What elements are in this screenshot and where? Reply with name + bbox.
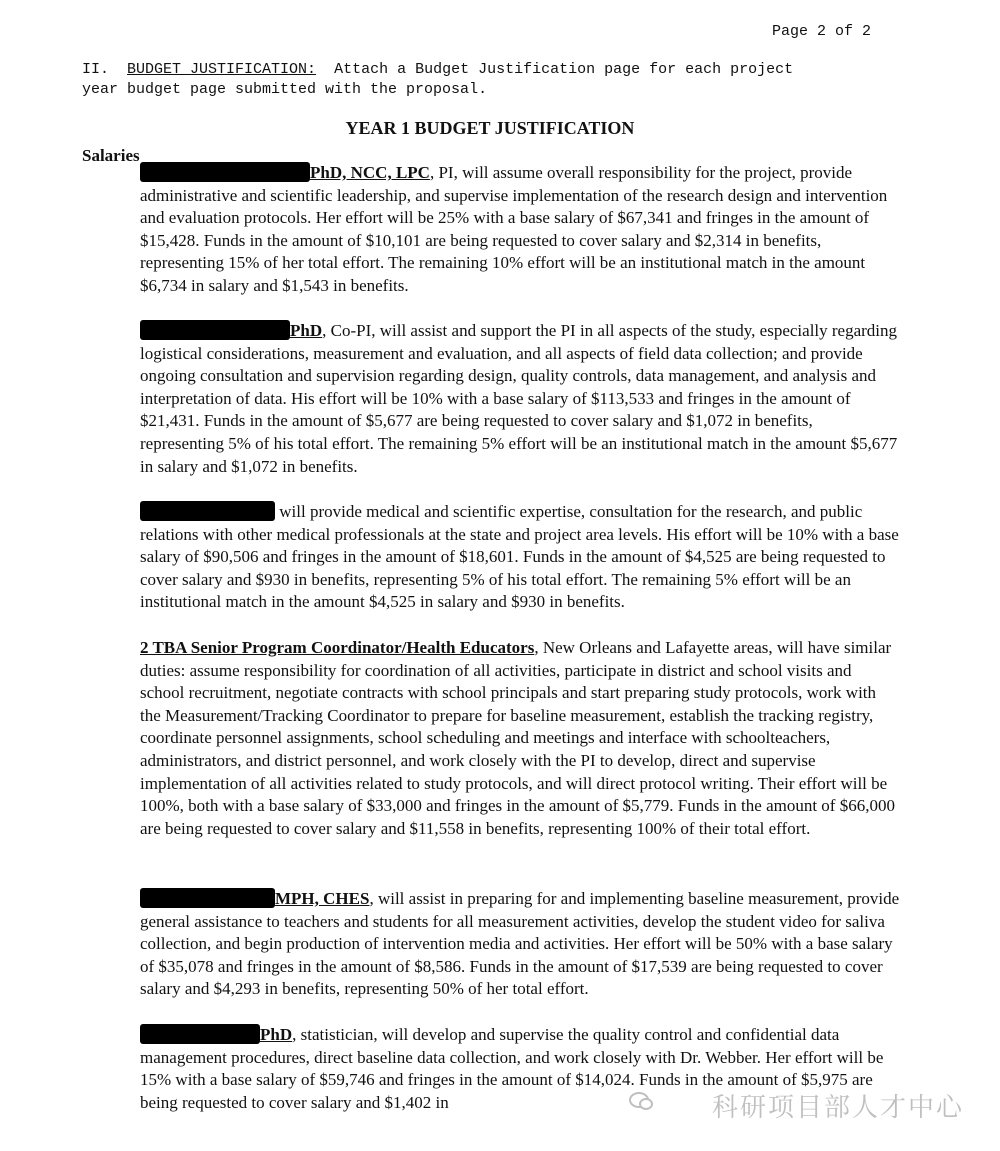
credential: MPH, CHES <box>275 889 370 908</box>
paragraph-co-pi <box>140 320 900 478</box>
paragraph-text: , PI, will assume overall responsibility for the project, provide administrative and scientific leadership, and supervise implementation of the research design and intervention and evaluation protocols. Her effort will be 25% with a base salary of $67,341 and fringes in the amount of $15,428. Funds in the amount of $10,101 are being requested to cover salary and $2,314 in benefits, representing 15% of her total effort. The remaining 10% effort will be an institutional match in the amount $6,734 in salary and $1,543 in benefits. <box>140 163 888 295</box>
paragraph-program-coordinators <box>140 637 900 840</box>
paragraph-text: , New Orleans and Lafayette areas, will have similar duties: assume responsibility for coordination of all activities, participate in district and school visits and school recruitment, negotiate contracts with school principals and start preparing study protocols, work with the Measurement/Tracking Coordinator to prepare for baseline measurement, establish the tracking registry, coordinate personnel assignments, school scheduling and meetings and interface with schoolteachers, administrators, and district personnel, and work closely with the PI to develop, direct and supervise implementation of all activities related to study protocols, and will direct protocol writing. Their effort will be 100%, both with a base salary of $33,000 and fringes in the amount of $5,779. Funds in the amount of $66,000 are being requested to cover salary and $11,558 in benefits, representing 100% of their total effort. <box>140 638 895 838</box>
paragraph-text: , Co-PI, will assist and support the PI in all aspects of the study, especially regarding logistical considerations, measurement and evaluation, and all aspects of field data collection; and provide ongoing consultation and supervision regarding design, quality controls, data management, and analysis and interpretation of data. His effort will be 10% with a base salary of $113,533 and fringes in the amount of $21,431. Funds in the amount of $5,677 are being requested to cover salary and $1,072 in benefits, representing 5% of his total effort. The remaining 5% effort will be an institutional match in the amount $5,677 in salary and $1,072 in benefits. <box>140 321 898 476</box>
salaries-heading: Salaries <box>82 146 140 165</box>
section-line2: year budget page submitted with the proposal. <box>82 81 488 98</box>
paragraph-text: will provide medical and scientific expertise, consultation for the research, and public relations with other medical professionals at the state and project area levels. His effort will be 10% with a base salary of $90,506 and fringes in the amount of $18,601. Funds in the amount of $4,525 are being requested to cover salary and $930 in benefits, representing 5% of his total effort. The remaining 5% effort will be an institutional match in the amount $4,525 in salary and $930 in benefits. <box>140 502 899 612</box>
paragraph-text: , will assist in preparing for and implementing baseline measurement, provide general assistance to teachers and students for all measurement activities, develop the student video for saliva collection, and begin production of intervention media and activities. Her effort will be 50% with a base salary of $35,078 and fringes in the amount of $8,586. Funds in the amount of $17,539 are being requested to cover salary and $4,293 in benefits, representing 50% of her total effort. <box>140 889 900 999</box>
section-numeral: II. <box>82 61 110 78</box>
watermark: 科研项目部人才中心 <box>711 1093 964 1123</box>
credential: PhD <box>290 321 323 340</box>
redaction-block <box>140 1024 260 1044</box>
redaction-block <box>140 162 310 182</box>
credential: 2 TBA Senior Program Coordinator/Health Educators <box>140 638 535 657</box>
section-line1: Attach a Budget Justification page for each project <box>334 61 794 78</box>
chat-bubble-icon <box>628 1090 654 1112</box>
section-instruction <box>82 60 793 100</box>
credential: PhD, NCC, LPC <box>310 163 430 182</box>
redaction-block <box>140 888 275 908</box>
page-title: YEAR 1 BUDGET JUSTIFICATION <box>345 118 635 138</box>
paragraph-pi <box>140 162 900 298</box>
paragraph-medical-advisor <box>140 501 900 614</box>
paragraph-measurement-staff <box>140 888 900 1001</box>
paragraph-text: , statistician, will develop and supervise the quality control and confidential data management procedures, direct baseline data collection, and work closely with Dr. Webber. Her effort will be 15% with a base salary of $59,746 and fringes in the amount of $14,024. Funds in the amount of $5,975 are being requested to cover salary and $1,402 in <box>140 1025 884 1112</box>
redaction-block <box>140 501 275 521</box>
credential: PhD <box>260 1025 293 1044</box>
page-number: Page 2 of 2 <box>772 23 872 40</box>
redaction-block <box>140 320 290 340</box>
section-heading: BUDGET JUSTIFICATION: <box>127 61 317 78</box>
